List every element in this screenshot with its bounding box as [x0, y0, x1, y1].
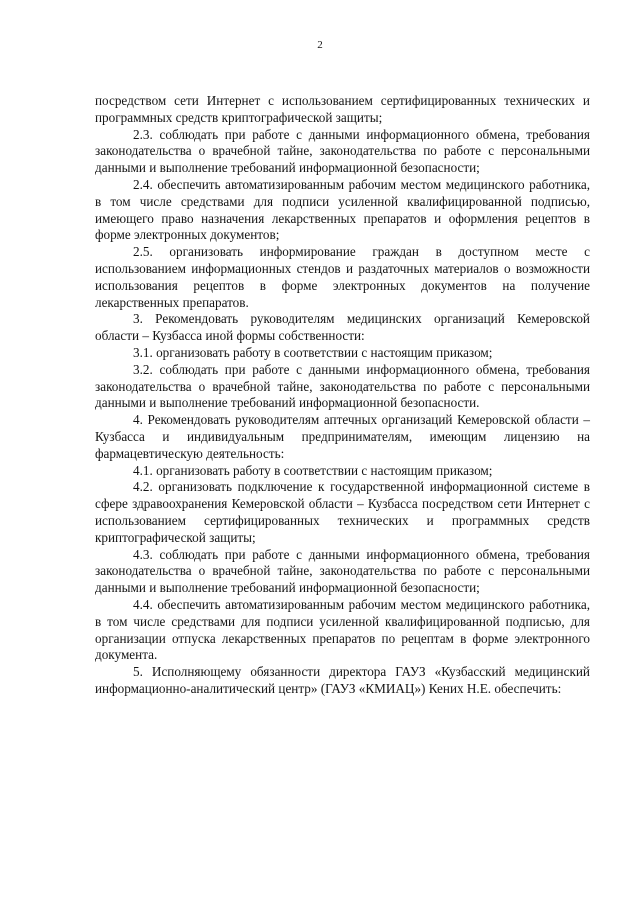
paragraph-4-3: 4.3. соблюдать при работе с данными информационного обмена, требования законодательства о врачебной тайне, законодательства по работе с персональными данными и выполнение требований информационной безопасности;: [95, 546, 590, 596]
paragraph-2-5: 2.5. организовать информирование граждан в доступном месте с использованием информационных стендов и раздаточных материалов о возможности использования рецептов в форме электронных документов на получение лекарственных препаратов.: [95, 244, 590, 310]
page-number: 2: [317, 39, 323, 51]
document-body: [95, 93, 590, 698]
paragraph-cont-2-2: посредством сети Интернет с использованием сертифицированных технических и программных средств криптографической защиты;: [95, 93, 590, 125]
paragraph-4-2: 4.2. организовать подключение к государственной информационной системе в сфере здравоохранения Кемеровской области – Кузбасса посредством сети Интернет с использованием сертифицированных технических и программных средств криптографической защиты;: [95, 479, 590, 545]
paragraph-4-4: 4.4. обеспечить автоматизированным рабочим местом медицинского работника, в том числе средствами для подписи усиленной квалифицированной подписью, для организации отпуска лекарственных препаратов по рецептам в форме электронного документа.: [95, 596, 590, 663]
paragraph-2-4: 2.4. обеспечить автоматизированным рабочим местом медицинского работника, в том числе средствами для подписи усиленной квалифицированной подписью, имеющего право назначения лекарственных препаратов и оформления рецептов в форме электронных документов;: [95, 176, 590, 243]
paragraph-4-1: 4.1. организовать работу в соответствии с настоящим приказом;: [133, 462, 493, 478]
paragraph-4: 4. Рекомендовать руководителям аптечных организаций Кемеровской области – Кузбасса и индивидуальным предпринимателям, имеющим лицензию на фармацевтическую деятельность:: [95, 412, 590, 461]
paragraph-5: 5. Исполняющему обязанности директора ГАУЗ «Кузбасский медицинский информационно-аналитический центр» (ГАУЗ «КМИАЦ») Кених Н.Е. обеспечить:: [95, 664, 590, 696]
paragraph-3-1: 3.1. организовать работу в соответствии с настоящим приказом;: [133, 344, 493, 360]
paragraph-2-3: 2.3. соблюдать при работе с данными информационного обмена, требования законодательства о врачебной тайне, законодательства по работе с персональными данными и выполнение требований информационной безопасности;: [95, 126, 590, 176]
paragraph-3-2: 3.2. соблюдать при работе с данными информационного обмена, требования законодательства о врачебной тайне, законодательства по работе с персональными данными и выполнение требований информационной безопасности.: [95, 361, 590, 411]
paragraph-3: 3. Рекомендовать руководителям медицинских организаций Кемеровской области – Кузбасса иной формы собственности:: [95, 311, 590, 344]
